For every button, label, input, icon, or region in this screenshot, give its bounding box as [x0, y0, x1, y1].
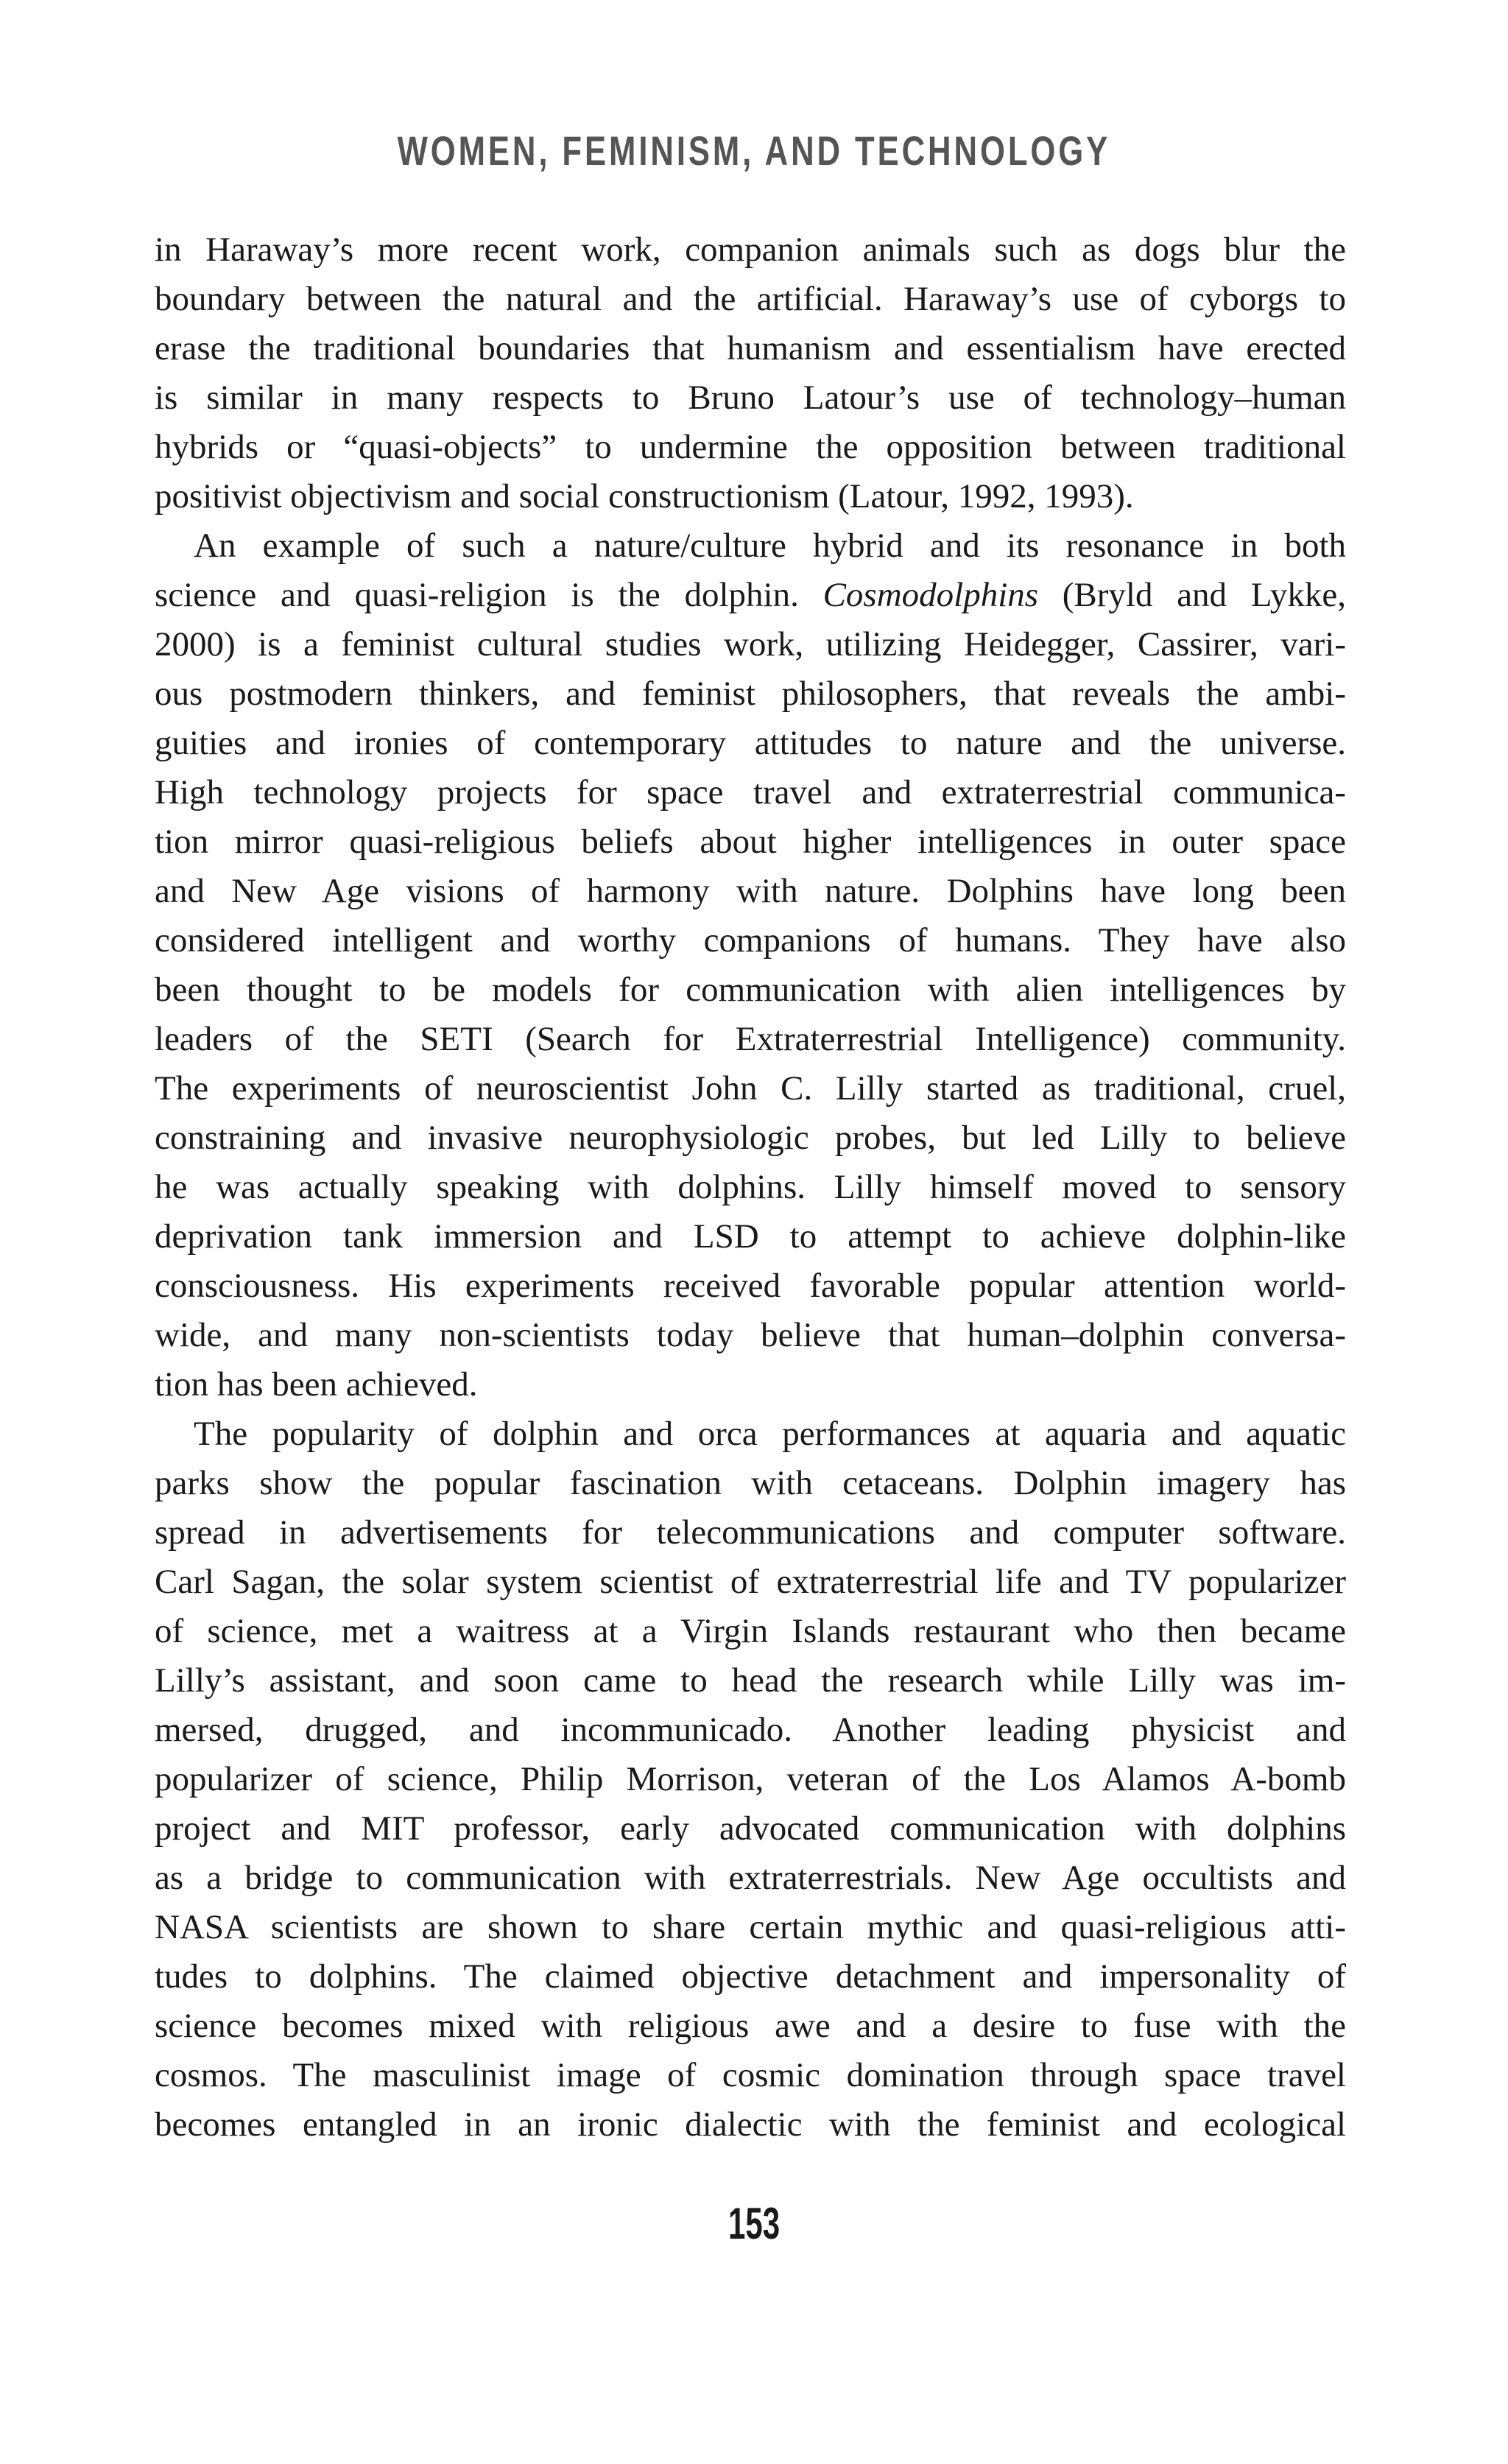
- text-line: spread in advertisements for telecommunications and computer software.: [155, 1513, 1346, 1552]
- text-line: science becomes mixed with religious awe and a desire to fuse with the: [155, 2007, 1346, 2045]
- text-line: he was actually speaking with dolphins. Lilly himself moved to sensory: [155, 1168, 1346, 1206]
- text-line: boundary between the natural and the artificial. Haraway’s use of cyborgs to: [155, 280, 1346, 318]
- text-line: constraining and invasive neurophysiologic probes, but led Lilly to believe: [155, 1119, 1346, 1157]
- text-line: guities and ironies of contemporary attitudes to nature and the universe.: [155, 724, 1346, 762]
- text-line: erase the traditional boundaries that humanism and essentialism have erected: [155, 329, 1346, 367]
- text-line: of science, met a waitress at a Virgin Islands restaurant who then became: [155, 1612, 1346, 1650]
- text-line: in Haraway’s more recent work, companion animals such as dogs blur the: [155, 230, 1346, 269]
- text-line: hybrids or “quasi-objects” to undermine the opposition between traditional: [155, 428, 1346, 466]
- text-line: 2000) is a feminist cultural studies work, utilizing Heidegger, Cassirer, vari-: [155, 625, 1346, 663]
- paragraph: [155, 1409, 1346, 2150]
- text-line: ous postmodern thinkers, and feminist philosophers, that reveals the ambi-: [155, 675, 1346, 713]
- text-line: [155, 571, 1346, 620]
- paragraph: [155, 225, 1346, 521]
- body-text: [155, 225, 1346, 2150]
- text-line: popularizer of science, Philip Morrison, veteran of the Los Alamos A-bomb: [155, 1760, 1346, 1798]
- text-line: leaders of the SETI (Search for Extraterrestrial Intelligence) community.: [155, 1020, 1346, 1058]
- paragraph: [155, 521, 1346, 1409]
- text-line: becomes entangled in an ironic dialectic with the feminist and ecological: [155, 2105, 1346, 2144]
- text-line: High technology projects for space travel and extraterrestrial communica-: [155, 773, 1346, 812]
- text-line: Carl Sagan, the solar system scientist of extraterrestrial life and TV popularizer: [155, 1563, 1346, 1601]
- text-line: tudes to dolphins. The claimed objective detachment and impersonality of: [155, 1957, 1346, 1996]
- text-line: NASA scientists are shown to share certain mythic and quasi-religious atti-: [155, 1908, 1346, 1946]
- text-line: cosmos. The masculinist image of cosmic domination through space travel: [155, 2056, 1346, 2094]
- text-line: The popularity of dolphin and orca performances at aquaria and aquatic: [194, 1415, 1346, 1453]
- text-line: parks show the popular fascination with cetaceans. Dolphin imagery has: [155, 1464, 1346, 1502]
- running-header: [0, 127, 1508, 175]
- text-line: considered intelligent and worthy companions of humans. They have also: [155, 921, 1346, 960]
- italic-title: Cosmodolphins: [822, 576, 1039, 614]
- text-line: wide, and many non-scientists today believe that human–dolphin conversa-: [155, 1316, 1346, 1354]
- text-line: An example of such a nature/culture hybrid and its resonance in both: [194, 527, 1346, 565]
- text-segment: science and quasi-religion is the dolphin.: [155, 576, 823, 614]
- text-line: been thought to be models for communication with alien intelligences by: [155, 971, 1346, 1009]
- text-line: tion has been achieved.: [155, 1365, 478, 1404]
- text-line: The experiments of neuroscientist John C. Lilly started as traditional, cruel,: [155, 1069, 1346, 1108]
- text-line: mersed, drugged, and incommunicado. Another leading physicist and: [155, 1711, 1346, 1749]
- text-line: as a bridge to communication with extraterrestrials. New Age occultists and: [155, 1859, 1346, 1897]
- text-line: and New Age visions of harmony with nature. Dolphins have long been: [155, 872, 1346, 910]
- text-line: tion mirror quasi-religious beliefs about higher intelligences in outer space: [155, 823, 1346, 861]
- text-line: Lilly’s assistant, and soon came to head the research while Lilly was im-: [155, 1661, 1346, 1700]
- text-line: consciousness. His experiments received favorable popular attention world-: [155, 1267, 1346, 1305]
- page-number-text: 153: [727, 2199, 781, 2248]
- text-line: positivist objectivism and social constructionism (Latour, 1992, 1993).: [155, 477, 1134, 515]
- text-line: deprivation tank immersion and LSD to attempt to achieve dolphin-like: [155, 1217, 1346, 1256]
- text-line: is similar in many respects to Bruno Latour’s use of technology–human: [155, 379, 1346, 417]
- text-segment: (Bryld and Lykke,: [1038, 576, 1346, 614]
- page-number: [0, 2198, 1508, 2249]
- text-line: project and MIT professor, early advocated communication with dolphins: [155, 1809, 1346, 1848]
- running-header-text: WOMEN, FEMINISM, AND TECHNOLOGY: [397, 127, 1111, 174]
